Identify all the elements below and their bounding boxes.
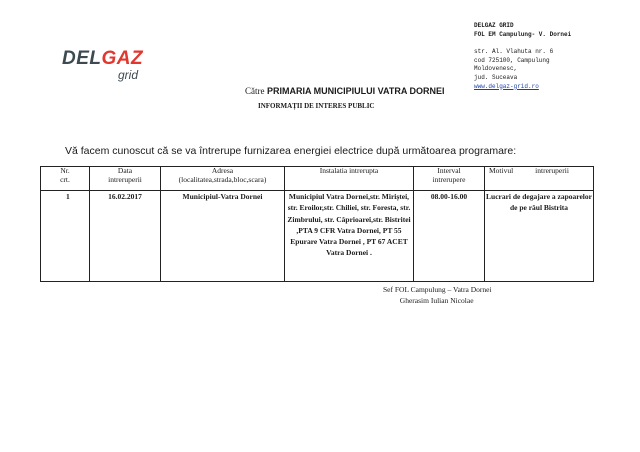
delgaz-grid-logo <box>62 49 182 89</box>
intro-text: Vă facem cunoscut că se va întrerupe furnizarea energiei electrice după următoarea programare: <box>65 145 517 157</box>
cell-interval: 08.00-16.00 <box>414 191 485 282</box>
logo-brand-part1: DEL <box>62 48 102 69</box>
document-subtitle: INFORMAȚII DE INTERES PUBLIC <box>258 102 375 110</box>
header-nr <box>41 167 90 191</box>
company-website-link[interactable]: www.delgaz-grid.ro <box>474 82 539 90</box>
company-dept: FOL EM Campulung- V. Dornei <box>474 30 572 38</box>
header-motivul-word1: Motivul <box>489 166 514 175</box>
header-data <box>90 167 161 191</box>
company-address-line: Moldovenesc, <box>474 65 518 73</box>
signature-block <box>383 284 492 306</box>
header-interval <box>414 167 485 191</box>
addressee-name: PRIMARIA MUNICIPIULUI VATRA DORNEI <box>267 86 445 96</box>
cell-data: 16.02.2017 <box>90 191 161 282</box>
header-interval-line2: intrerupere <box>432 174 466 184</box>
logo-sub: grid <box>118 68 139 82</box>
company-spacer <box>474 39 634 48</box>
company-name: DELGAZ GRID <box>474 22 514 29</box>
header-motivul-word2: intreruperii <box>535 166 569 175</box>
cell-motivul: Lucrari de degajare a zapoarelor de pe râul Bistrita <box>485 191 594 282</box>
signature-name: Gherasim Iulian Nicolae <box>399 296 474 305</box>
company-address-line: str. Al. Vlahuta nr. 6 <box>474 48 554 56</box>
header-adresa <box>161 167 285 191</box>
schedule-table <box>40 166 594 282</box>
signature-title: Sef FOL Campulung – Vatra Dornei <box>383 285 492 294</box>
logo-brand <box>62 49 143 69</box>
table-header-row <box>41 167 594 191</box>
header-nr-line1: Nr. <box>60 166 70 175</box>
company-info <box>474 22 634 91</box>
addressee-prefix: Către <box>245 86 265 96</box>
company-address-line: jud. Suceava <box>474 73 518 81</box>
cell-nr: 1 <box>41 191 90 282</box>
header-interval-line1: Interval <box>437 166 461 175</box>
header-data-line1: Data <box>117 166 133 175</box>
logo-brand-part2: GAZ <box>101 48 144 69</box>
header-adresa-line2: (localitatea,strada,bloc,scara) <box>178 174 267 184</box>
company-address-line: cod 725100, Campulung <box>474 56 550 64</box>
header-data-line2: intreruperii <box>108 174 142 184</box>
cell-instalatia: Municipiul Vatra Dornei,str. Miriștei, str. Eroilor,str. Chiliei, str. Foresta, str. Zimbrului, str. Căprioarei,str. Bistritei ,PTA 9 CFR Vatra Dornei, PT 55 Epurare Vatra Dornei , PT 67 ACET Vatra Dornei . <box>285 191 414 282</box>
cell-adresa: Municipiul-Vatra Dornei <box>161 191 285 282</box>
header-instalatia: Instalatia intrerupta <box>285 167 414 191</box>
header-adresa-line1: Adresa <box>211 166 234 175</box>
header-nr-line2: crt. <box>60 174 70 184</box>
table-row <box>41 191 594 282</box>
addressee <box>245 86 445 96</box>
header-motivul <box>485 167 594 191</box>
